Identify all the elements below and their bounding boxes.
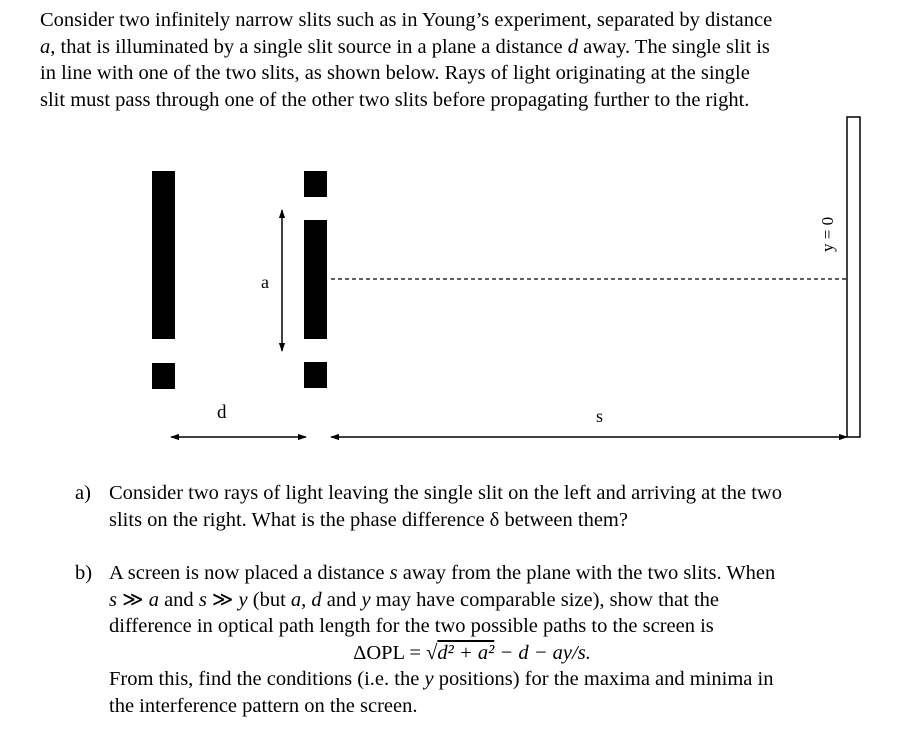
var-y-3: y [424,668,434,690]
var-a-2: a [290,588,302,611]
question-b-line-1-part-a: A screen is now placed a distance [109,562,390,584]
var-d-1: d [311,588,322,611]
question-b-line-2-comma: , [301,588,312,611]
formula-rhs: − d − ay/s. [494,641,591,664]
screen [847,117,860,437]
intro-line-3: in line with one of the two slits, as shown below. Rays of light originating at the single [40,62,750,84]
question-b-line-2-tail: may have comparable size), show that the [370,588,719,611]
question-b-line-2-and-2: and [321,588,362,611]
question-b-line-5 [109,666,875,693]
question-a-line-2: slits on the right. What is the phase difference δ between them? [109,508,628,531]
label-a: a [261,272,269,292]
question-b [75,560,875,719]
double-slit-barrier-middle [304,220,327,339]
intro-line-4: slit must pass through one of the other two slits before propagating further to the right. [40,88,750,111]
intro-line-2-part-a: , that is illuminated by a single slit source in a plane a distance [50,35,568,58]
much-greater-2: ≫ [206,588,239,611]
question-a-line-1: Consider two rays of light leaving the single slit on the left and arriving at the two [109,482,782,504]
question-b-line-1 [109,560,875,587]
intro-line-1: Consider two infinitely narrow slits such as in Young’s experiment, separated by distance [40,9,773,31]
label-d: d [217,402,227,423]
question-b-line-5-part-a: From this, find the conditions (i.e. the [109,668,425,690]
question-b-line-3: difference in optical path length for the two possible paths to the screen is [109,615,714,637]
formula-lhs: ΔOPL = [353,641,427,664]
var-y-2: y [361,588,371,611]
much-greater-1: ≫ [116,588,149,611]
var-y-1: y [238,588,248,611]
label-s: s [596,406,604,426]
var-s-2: s [198,588,207,611]
question-b-line-1-part-b: away from the plane with the two slits. When [397,562,776,584]
question-b-line-2-and: and [158,588,199,611]
intro-line-2-part-b: away. The single slit is [578,35,770,58]
var-d: d [567,35,578,58]
question-b-line-2 [109,587,875,614]
opl-formula [109,640,875,667]
question-a [75,480,875,533]
question-b-line-6: the interference pattern on the screen. [109,694,418,717]
double-slit-barrier-top [304,171,327,197]
source-barrier-upper [152,171,175,339]
double-slit-barrier-bottom [304,362,327,388]
sqrt-sign: √ [426,641,438,664]
var-s: s [389,562,398,584]
var-a: a [40,35,51,58]
question-b-letter: b) [75,562,93,584]
source-barrier-lower [152,363,175,389]
formula-radicand: d² + a² [437,641,495,664]
var-a-1: a [148,588,159,611]
question-b-line-2-but: (but [247,588,291,611]
question-a-letter: a) [75,482,91,504]
question-b-line-5-part-b: positions) for the maxima and minima in [433,668,774,690]
label-y0: y = 0 [818,216,837,252]
var-s-1: s [109,588,117,611]
